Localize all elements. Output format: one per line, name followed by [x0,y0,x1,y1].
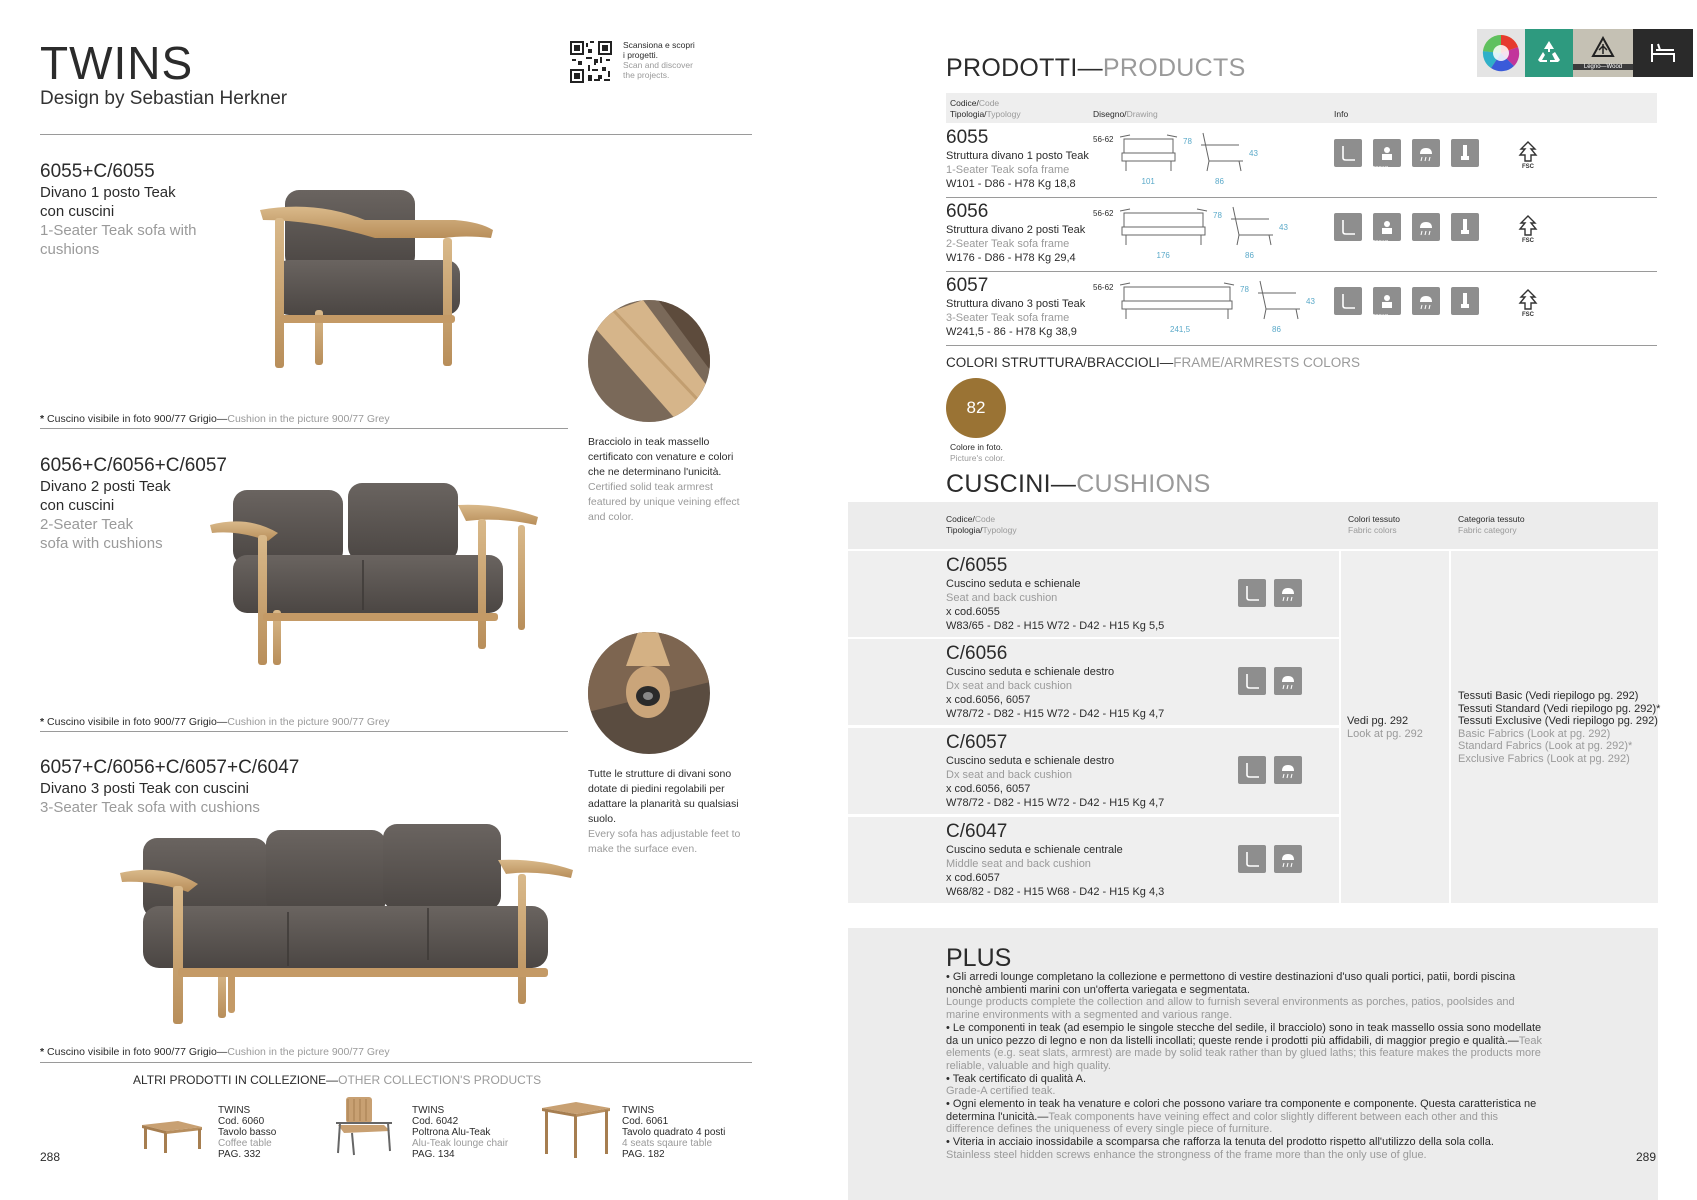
product-front-width: 176 [1156,251,1170,260]
section-1-code: 6055+C/6055 [40,161,155,182]
other-title-en: OTHER COLLECTION'S PRODUCTS [338,1073,542,1087]
fabric-colors-it: Vedi pg. 292 [1347,715,1409,727]
sofa-3-seater-photo [118,818,578,1028]
cushion-dims: W78/72 - D82 - H15 W72 - D42 - H15 Kg 4,7 [946,797,1165,809]
front-view-drawing [1120,205,1209,247]
qr-caption-en-2: the projects. [623,70,670,80]
product-height: 78 [1240,285,1249,294]
cushion-code: C/6055 [946,555,1008,576]
weight-label: 200KG [1373,314,1389,320]
frame-color-swatch[interactable] [946,378,1006,438]
weather-icon [1274,667,1302,695]
product-height: 78 [1213,211,1222,220]
feet-it-2: dotate di piedini regolabili per [588,783,725,795]
feet-it-4: suolo. [588,813,617,825]
sofa-2-seater-photo [208,475,548,675]
armrest-detail-photo [588,300,710,422]
product-side-depth: 86 [1245,251,1254,260]
ch-code-it: Codice/ [946,514,975,524]
designer-credit: Design by Sebastian Herkner [40,88,288,109]
qr-caption-it-1: Scansiona e scopri [623,40,695,50]
plus-5-it: • Viteria in acciaio inossidabile a scomparsa che rafforza la tenuta del prodotto rispetto all'utilizzo della sola colla. [946,1136,1494,1149]
weather-icon [1274,756,1302,784]
cushion-desc-en: Seat and back cushion [946,592,1058,604]
product-side-depth: 86 [1272,325,1281,334]
cushion-desc-it: Cuscino seduta e schienale destro [946,755,1115,767]
clean-icon [1334,287,1362,315]
swatch-number: 82 [966,398,986,417]
front-view-drawing [1120,279,1236,321]
product-dims: W241,5 - 86 - H78 Kg 38,9 [946,326,1077,338]
sofa-1-seater-photo [255,180,505,375]
section-1-it-2: con cuscini [40,203,115,220]
other-3-code: Cod. 6061 [622,1116,669,1127]
lounge-chair-thumb[interactable] [332,1095,397,1157]
cushions-header-colors [1348,514,1400,536]
cushions-title-it: CUSCINI [946,470,1051,498]
square-table-thumb[interactable] [540,1100,612,1160]
other-title-it: ALTRI PRODOTTI IN COLLEZIONE [133,1073,327,1087]
other-product-3[interactable] [622,1105,725,1160]
clean-icon [1238,579,1266,607]
other-2-page: PAG. 134 [412,1149,455,1160]
section-3-en-1: 3-Seater Teak sofa with cushions [40,799,260,816]
feet-it-1: Tutte le strutture di divani sono [588,768,732,780]
product-seat-height: 56-62 [1093,283,1114,292]
cushion-for-code: x cod.6056, 6057 [946,694,1031,706]
cushion-dims: W68/82 - D82 - H15 W68 - D42 - H15 Kg 4,3 [946,886,1165,898]
fsc-wood-label: Legno—Wood [1573,64,1633,70]
frame-colors-title: COLORI STRUTTURA/BRACCIOLI—FRAME/ARMRESTS COLORS [946,355,1361,370]
other-3-it: Tavolo quadrato 4 posti [622,1127,726,1138]
fabric-cat-en-1: Basic Fabrics (Look at pg. 292) [1458,727,1611,740]
ch-colors-it: Colori tessuto [1348,514,1400,524]
other-3-page: PAG. 182 [622,1149,665,1160]
qr-caption-it-2: i progetti. [623,50,658,60]
other-3-name: TWINS [622,1105,655,1116]
product-height: 78 [1183,137,1192,146]
swatch-caption-en: Picture's color. [950,453,1006,463]
section-1-note: * Cuscino visibile in foto 900/77 Grigio—Cushion in the picture 900/77 Grey [40,413,390,425]
fabric-cat-en-3: Exclusive Fabrics (Look at pg. 292) [1458,752,1630,765]
armrest-detail-text [588,435,753,525]
armrest-it-2: certificato con venature e colori [588,451,734,463]
products-header-code [950,98,1021,120]
cushion-desc-en: Middle seat and back cushion [946,858,1091,870]
page-number-right: 289 [1636,1150,1657,1164]
feet-it-3: adattare la planarità su qualsiasi [588,798,739,810]
product-desc-en: 2-Seater Teak sofa frame [946,238,1070,250]
product-row-divider [946,197,1657,198]
section-3-note-en: Cushion in the picture 900/77 Grey [227,1046,390,1058]
plus-item-2 [946,1022,1546,1073]
weight-label: 200KG [1373,240,1389,246]
cushion-desc-it: Cuscino seduta e schienale [946,578,1081,590]
clean-icon [1238,667,1266,695]
swatch-caption [950,442,1005,464]
chair-outline-icon [1633,29,1693,77]
section-1-en-2: cushions [40,241,100,258]
plus-2-en: Teak elements (e.g. seat slats, armrest) are made by solid teak rather than by glued laths; this feature makes the products more reliable, valuable and high quality. [946,1034,1543,1072]
products-title: PRODOTTI—PRODUCTS [946,54,1246,82]
svg-text:FSC: FSC [1522,238,1534,243]
product-section-3-text [40,757,299,817]
top-icon-strip [1477,29,1697,77]
qr-code[interactable] [570,41,612,83]
cushion-desc-en: Dx seat and back cushion [946,769,1072,781]
other-product-2[interactable] [412,1105,508,1160]
fabric-category-list [1458,690,1660,765]
ch-colors-en: Fabric colors [1348,525,1397,535]
fsc-icon [1515,213,1541,243]
front-view-drawing [1120,131,1179,173]
cushions-title: CUSCINI—CUSHIONS [946,470,1211,498]
ph-type-en: Typology [986,109,1021,119]
section-2-divider [40,731,568,732]
plus-3-en: Grade-A certified teak. [946,1085,1056,1098]
armrest-it-1: Bracciolo in teak massello [588,436,710,448]
cushion-code: C/6056 [946,643,1008,664]
section-1-note-it: Cuscino visibile in foto 900/77 Grigio [47,413,217,425]
ph-code-en: Code [978,98,1000,108]
swatch-caption-it: Colore in foto. [950,442,1003,452]
ph-drawing-en: Drawing [1126,109,1158,119]
plus-3-it: • Teak certificato di qualità A. [946,1072,1087,1085]
armrest-en-3: and color. [588,511,634,523]
cushion-dims: W78/72 - D82 - H15 W72 - D42 - H15 Kg 4,7 [946,708,1165,720]
product-desc-it: Struttura divano 2 posti Teak [946,224,1086,236]
cushions-title-en: CUSHIONS [1076,470,1211,498]
other-2-code: Cod. 6042 [412,1116,459,1127]
product-front-width: 241,5 [1170,325,1191,334]
product-seat-height: 56-62 [1093,135,1114,144]
weather-icon [1412,213,1440,241]
armrest-en-2: featured by unique veining effect [588,496,740,508]
section-3-it-1: Divano 3 posti Teak con cuscini [40,780,250,797]
other-2-en: Alu-Teak lounge chair [412,1138,509,1149]
product-desc-en: 1-Seater Teak sofa frame [946,164,1070,176]
side-view-drawing [1199,131,1247,173]
side-view-drawing [1256,279,1304,321]
weight-200kg-icon [1373,139,1401,167]
frame-colors-en: FRAME/ARMRESTS COLORS [1173,355,1361,370]
fsc-icon [1515,139,1541,169]
cushion-for-code: x cod.6057 [946,872,1000,884]
fabric-cat-it-1: Tessuti Basic (Vedi riepilogo pg. 292) [1458,690,1639,702]
other-1-page: PAG. 332 [218,1149,261,1160]
frame-colors-it: COLORI STRUTTURA/BRACCIOLI [946,355,1160,370]
other-1-code: Cod. 6060 [218,1116,265,1127]
section-1-divider [40,428,568,429]
ch-category-en: Fabric category [1458,525,1517,535]
side-view-drawing [1229,205,1277,247]
fabric-cat-it-2: Tessuti Standard (Vedi riepilogo pg. 292)* [1458,702,1661,715]
products-title-it: PRODOTTI [946,54,1078,82]
weather-icon [1412,287,1440,315]
cushion-for-code: x cod.6056, 6057 [946,783,1031,795]
other-3-en: 4 seats sqaure table [622,1138,713,1149]
product-code: 6056 [946,201,989,222]
fabric-cat-en-2: Standard Fabrics (Look at pg. 292)* [1458,740,1633,752]
cushion-desc-it: Cuscino seduta e schienale destro [946,666,1115,678]
product-arm-height: 43 [1279,223,1288,232]
product-desc-it: Struttura divano 3 posti Teak [946,298,1086,310]
qr-caption-en-1: Scan and discover [623,60,693,70]
section-3-note-it: Cuscino visibile in foto 900/77 Grigio [47,1046,217,1058]
color-wheel-icon [1477,29,1525,77]
cushion-dims: W83/65 - D82 - H15 W72 - D42 - H15 Kg 5,5 [946,620,1165,632]
cushions-header-code [946,514,1017,536]
fabric-cat-it-3: Tessuti Exclusive (Vedi riepilogo pg. 292) [1458,715,1658,727]
plus-item-1 [946,971,1546,1022]
product-section-2-text [40,455,227,553]
ch-category-it: Categoria tessuto [1458,514,1525,524]
brand-title: TWINS [40,37,194,89]
products-title-en: PRODUCTS [1102,54,1246,82]
page-number-left: 288 [40,1150,61,1164]
ch-code-en: Code [974,514,996,524]
other-1-en: Coffee table [218,1138,272,1149]
other-1-it: Tavolo basso [218,1127,277,1138]
section-2-en-2: sofa with cushions [40,535,163,552]
product-seat-height: 56-62 [1093,209,1114,218]
ph-type-it: Tipologia/ [950,109,987,119]
section-1-en-1: 1-Seater Teak sofa with [40,222,197,239]
weight-label: 200KG [1373,166,1389,172]
ch-type-it: Tipologia/ [946,525,983,535]
plus-1-en: Lounge products complete the collection and allow to furnish several environments as porches, patios, poolsides and marine environments with a segmented and various range. [946,996,1515,1022]
plus-list [946,971,1546,1162]
product-front-width: 101 [1141,177,1155,186]
product-row-divider [946,345,1657,346]
plus-4-it: • Ogni elemento in teak ha venature e colori che possono variare tra componente e componente. Questa caratteristica ne determina l'unicità.— [946,1098,1537,1123]
product-desc-it: Struttura divano 1 posto Teak [946,150,1089,162]
other-products-title: ALTRI PRODOTTI IN COLLEZIONE—OTHER COLLECTION'S PRODUCTS [133,1073,542,1087]
section-2-note: * Cuscino visibile in foto 900/77 Grigio—Cushion in the picture 900/77 Grey [40,716,390,728]
section-3-note: * Cuscino visibile in foto 900/77 Grigio—Cushion in the picture 900/77 Grey [40,1046,390,1058]
section-1-it-1: Divano 1 posto Teak [40,184,176,201]
section-3-code: 6057+C/6056+C/6057+C/6047 [40,757,300,778]
fabric-colors-ref [1347,715,1423,740]
ch-type-en: Typology [982,525,1017,535]
cushion-code: C/6047 [946,821,1008,842]
header-divider [40,134,752,135]
feet-en-1: Every sofa has adjustable feet to [588,828,741,840]
plus-item-4 [946,1098,1546,1136]
adjustable-feet-icon [1451,213,1479,241]
other-product-1[interactable] [218,1105,276,1160]
ph-drawing-it: Disegno/ [1093,109,1127,119]
product-code: 6055 [946,127,989,148]
adjustable-feet-icon [1451,139,1479,167]
adjustable-feet-detail-photo [588,632,710,754]
cushion-for-code: x cod.6055 [946,606,1000,618]
plus-item-3 [946,1073,1546,1098]
plus-2-it: • Le componenti in teak (ad esempio le singole stecche del sedile, il bracciolo) sono in teak massello ossia sono modellate da un unico pezzo di legno e non da listelli incollati; queste rende i prodotti più affidabili, di maggior pregio e qualità.— [946,1021,1542,1047]
plus-title: PLUS [946,944,1012,972]
clean-icon [1334,213,1362,241]
clean-icon [1238,845,1266,873]
plus-item-5 [946,1136,1546,1161]
ph-code-it: Codice/ [950,98,979,108]
product-side-depth: 86 [1215,177,1224,186]
product-arm-height: 43 [1249,149,1258,158]
section-2-it-1: Divano 2 posti Teak [40,478,171,495]
adjustable-feet-text [588,767,753,857]
plus-1-it: • Gli arredi lounge completano la collezione e permettono di vestire destinazioni d'uso quali portici, patii, bordi piscina nonchè ambienti marini con un'offerta variegata e segmentata. [946,971,1516,996]
other-2-name: TWINS [412,1105,445,1116]
plus-5-en: Stainless steel hidden screws enhance the strongness of the frame more than the only use of glue. [946,1148,1427,1161]
products-header-bar [946,93,1657,123]
feet-en-2: make the surface even. [588,843,698,855]
recycle-icon [1525,29,1573,77]
qr-caption [623,40,713,80]
weight-200kg-icon [1373,287,1401,315]
products-header-info: Info [1334,109,1349,119]
clean-icon [1334,139,1362,167]
armrest-en-1: Certified solid teak armrest [588,481,713,493]
cushion-code: C/6057 [946,732,1008,753]
product-desc-en: 3-Seater Teak sofa frame [946,312,1070,324]
product-dims: W176 - D86 - H78 Kg 29,4 [946,252,1076,264]
product-code: 6057 [946,275,989,296]
weight-200kg-icon [1373,213,1401,241]
section-2-code: 6056+C/6056+C/6057 [40,455,227,476]
clean-icon [1238,756,1266,784]
section-2-en-1: 2-Seater Teak [40,516,134,533]
section-2-note-it: Cuscino visibile in foto 900/77 Grigio [47,716,217,728]
cushions-header-category [1458,514,1525,536]
plus-4-en: Teak components have veining effect and color slightly different between each other and this difference defines the uniqueness of every single piece of furniture. [946,1110,1499,1136]
adjustable-feet-icon [1451,287,1479,315]
fabric-colors-en: Look at pg. 292 [1347,727,1423,740]
product-arm-height: 43 [1306,297,1315,306]
section-2-it-2: con cuscini [40,497,115,514]
weather-icon [1412,139,1440,167]
weather-icon [1274,845,1302,873]
fsc-wood-icon [1573,29,1633,77]
fsc-icon [1515,287,1541,317]
section-3-divider [40,1062,752,1063]
cushion-desc-it: Cuscino seduta e schienale centrale [946,844,1123,856]
product-dims: W101 - D86 - H78 Kg 18,8 [946,178,1076,190]
section-2-note-en: Cushion in the picture 900/77 Grey [227,716,390,728]
products-header-drawing [1093,109,1158,120]
cushion-desc-en: Dx seat and back cushion [946,680,1072,692]
svg-text:FSC: FSC [1522,164,1534,169]
weather-icon [1274,579,1302,607]
section-1-note-en: Cushion in the picture 900/77 Grey [227,413,390,425]
product-section-1-text [40,161,196,259]
other-2-it: Poltrona Alu-Teak [412,1127,491,1138]
coffee-table-thumb[interactable] [138,1115,206,1155]
svg-text:FSC: FSC [1522,312,1534,317]
other-1-name: TWINS [218,1105,251,1116]
armrest-it-3: che ne determinano l'unicità. [588,466,722,478]
product-row-divider [946,271,1657,272]
